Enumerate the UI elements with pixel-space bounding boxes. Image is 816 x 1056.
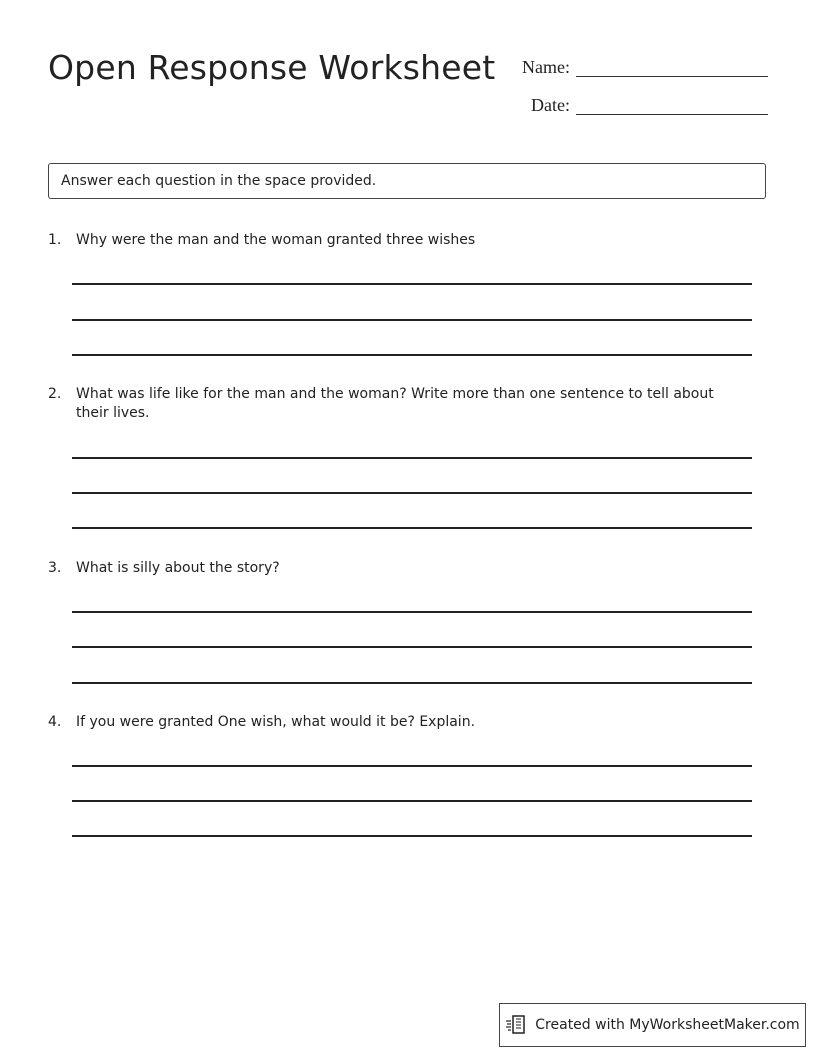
- answer-line[interactable]: [72, 492, 752, 494]
- question-number: 3.: [48, 560, 62, 576]
- question-number: 2.: [48, 386, 62, 402]
- answer-line[interactable]: [72, 527, 752, 529]
- date-label: Date:: [531, 95, 570, 115]
- worksheet-maker-logo-icon: [505, 1014, 527, 1036]
- name-blank-line[interactable]: [576, 52, 768, 77]
- answer-line[interactable]: [72, 646, 752, 648]
- question-number: 4.: [48, 714, 62, 730]
- question-2: [48, 385, 766, 535]
- answer-line[interactable]: [72, 682, 752, 684]
- answer-line[interactable]: [72, 283, 752, 285]
- page-title: Open Response Worksheet: [48, 48, 496, 87]
- question-text: Why were the man and the woman granted three wishes: [76, 232, 476, 248]
- name-label: Name:: [522, 57, 570, 77]
- instructions-box: [48, 163, 766, 199]
- question-text: What was life like for the man and the woman? Write more than one sentence to tell about their lives.: [76, 386, 714, 421]
- question-1: [48, 231, 766, 361]
- footer-badge[interactable]: [499, 1003, 806, 1047]
- date-field: [531, 90, 768, 115]
- question-number: 1.: [48, 232, 62, 248]
- question-3: [48, 559, 766, 689]
- date-blank-line[interactable]: [576, 90, 768, 115]
- answer-line[interactable]: [72, 765, 752, 767]
- question-4: [48, 713, 766, 843]
- answer-line[interactable]: [72, 835, 752, 837]
- question-text: What is silly about the story?: [76, 560, 280, 576]
- name-field: [522, 52, 768, 77]
- answer-line[interactable]: [72, 354, 752, 356]
- answer-line[interactable]: [72, 611, 752, 613]
- instructions-text: Answer each question in the space provided.: [61, 173, 377, 189]
- answer-line[interactable]: [72, 800, 752, 802]
- answer-line[interactable]: [72, 319, 752, 321]
- footer-text: Created with MyWorksheetMaker.com: [535, 1017, 800, 1033]
- answer-line[interactable]: [72, 457, 752, 459]
- question-text: If you were granted One wish, what would it be? Explain.: [76, 714, 476, 730]
